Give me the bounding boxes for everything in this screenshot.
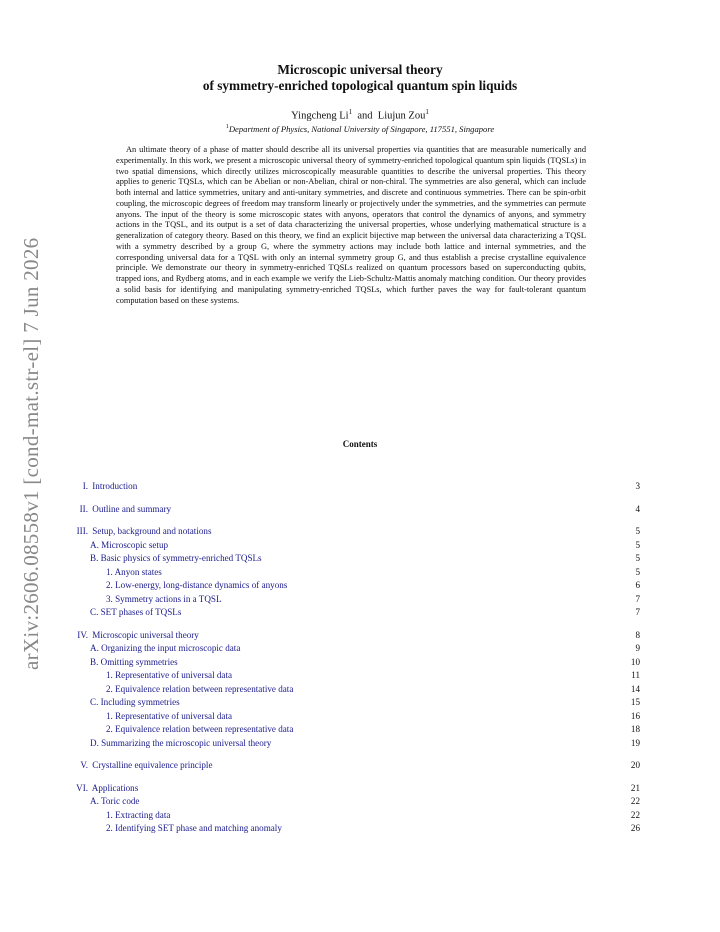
toc-entry[interactable] <box>72 552 640 566</box>
toc-entry-number: 1. <box>106 566 113 577</box>
toc-entry-title: Omitting symmetries <box>100 656 178 667</box>
toc-entry[interactable] <box>72 795 640 809</box>
toc-entry[interactable] <box>72 525 640 539</box>
toc-entry-title: Microscopic universal theory <box>92 629 199 640</box>
toc-entry-title: Setup, background and notations <box>92 526 212 536</box>
toc-entry-page: 10 <box>630 656 640 667</box>
toc-entry-label <box>72 710 232 724</box>
toc-entry[interactable] <box>72 656 640 670</box>
toc-entry-number: 1. <box>106 670 113 680</box>
toc-entry-title: Anyon states <box>114 566 162 577</box>
toc-entry-page: 5 <box>635 539 640 550</box>
toc-entry-label <box>72 669 232 683</box>
toc-entry-page: 18 <box>630 724 640 734</box>
toc-entry-number: B. <box>90 656 99 667</box>
toc-entry-page: 19 <box>630 737 640 748</box>
toc-entry[interactable] <box>72 566 640 580</box>
contents-heading: Contents <box>342 439 378 449</box>
toc-entry-number: A. <box>90 643 99 653</box>
toc-entry-label <box>72 822 282 836</box>
toc-entry-number: C. <box>90 697 99 707</box>
toc-entry-title: Symmetry actions in a TQSL <box>115 593 222 604</box>
toc-entry-label <box>72 795 139 809</box>
toc-entry-label <box>72 683 293 697</box>
toc-entry-label <box>72 525 212 539</box>
toc-entry-title: Outline and summary <box>92 503 172 514</box>
toc-entry-page: 6 <box>635 580 640 590</box>
toc-entry[interactable] <box>72 539 640 553</box>
toc-entry[interactable] <box>72 593 640 607</box>
toc-entry-label <box>72 539 168 553</box>
toc-entry-number: A. <box>90 539 99 550</box>
toc-entry-title: Applications <box>91 782 139 793</box>
toc-entry-label <box>72 552 262 566</box>
toc-entry-title: Crystalline equivalence principle <box>92 760 213 770</box>
toc-entry-label <box>72 642 240 656</box>
arxiv-stamp-text: arXiv:2606.08558v1 [cond-mat.str-el] 7 Jun 2026 <box>19 237 43 670</box>
affiliation <box>0 124 720 134</box>
toc-entry-label <box>72 809 170 823</box>
toc-entry-page: 5 <box>635 553 640 563</box>
toc-entry-page: 14 <box>630 683 640 694</box>
affiliation-text: Department of Physics, National University of Singapore, 117551, Singapore <box>228 124 495 134</box>
toc-entry[interactable] <box>72 710 640 724</box>
toc-entry[interactable] <box>72 503 640 517</box>
table-of-contents <box>72 480 640 845</box>
toc-entry-page: 7 <box>635 593 640 604</box>
toc-entry-number: B. <box>90 553 99 563</box>
toc-entry-number: D. <box>90 737 99 748</box>
toc-entry[interactable] <box>72 642 640 656</box>
arxiv-identifier-stamp <box>8 230 48 670</box>
toc-section <box>72 525 640 620</box>
toc-entry-page: 5 <box>635 566 640 577</box>
toc-section <box>72 782 640 836</box>
toc-entry-title: Basic physics of symmetry-enriched TQSLs <box>100 553 262 563</box>
toc-entry-label <box>72 579 287 593</box>
toc-entry[interactable] <box>72 759 640 773</box>
toc-entry-title: Organizing the input microscopic data <box>101 643 241 653</box>
toc-entry[interactable] <box>72 606 640 620</box>
toc-entry-label <box>72 593 222 607</box>
toc-entry-title: Identifying SET phase and matching anomaly <box>115 823 282 833</box>
paper-title-line2: of symmetry-enriched topological quantum spin liquids <box>202 78 518 93</box>
toc-entry-title: Summarizing the microscopic universal theory <box>101 737 272 748</box>
toc-entry-number: IV. <box>77 629 88 640</box>
toc-entry[interactable] <box>72 683 640 697</box>
toc-section <box>72 480 640 494</box>
toc-entry-label <box>72 656 178 670</box>
toc-entry-page: 4 <box>635 503 640 514</box>
toc-entry[interactable] <box>72 723 640 737</box>
toc-entry-title: Equivalence relation between representative data <box>115 683 294 694</box>
toc-entry-page: 20 <box>630 760 640 770</box>
toc-entry-title: Introduction <box>92 481 138 491</box>
toc-entry[interactable] <box>72 809 640 823</box>
toc-entry-title: Toric code <box>100 796 140 806</box>
toc-entry-title: Representative of universal data <box>115 710 233 721</box>
toc-entry-number: V. <box>80 760 88 770</box>
toc-entry-title: Including symmetries <box>100 697 180 707</box>
toc-entry-label <box>72 480 137 494</box>
toc-entry-page: 16 <box>630 710 640 721</box>
author-affil-mark: 1 <box>348 108 353 116</box>
toc-entry[interactable] <box>72 480 640 494</box>
toc-entry-label <box>72 723 293 737</box>
toc-entry[interactable] <box>72 782 640 796</box>
toc-entry-label <box>72 606 181 620</box>
toc-entry[interactable] <box>72 579 640 593</box>
toc-entry-number: 2. <box>106 823 113 833</box>
toc-entry-page: 5 <box>635 526 640 536</box>
toc-entry-page: 21 <box>630 782 640 793</box>
toc-entry-label <box>72 566 162 580</box>
toc-entry-number: 3. <box>106 593 113 604</box>
toc-entry[interactable] <box>72 629 640 643</box>
toc-entry-page: 3 <box>635 481 640 491</box>
toc-section <box>72 629 640 751</box>
toc-entry-label <box>72 782 138 796</box>
toc-entry-number: III. <box>76 526 88 536</box>
toc-entry-page: 22 <box>630 796 640 806</box>
toc-entry[interactable] <box>72 696 640 710</box>
toc-entry-number: VI. <box>76 782 88 793</box>
toc-entry[interactable] <box>72 737 640 751</box>
toc-entry-number: 2. <box>106 580 113 590</box>
affiliation-mark: 1 <box>225 124 229 131</box>
toc-entry-page: 15 <box>630 697 640 707</box>
paper-title-line1: Microscopic universal theory <box>277 62 443 77</box>
toc-entry-title: Extracting data <box>115 809 171 820</box>
author-affil-mark: 1 <box>425 108 429 116</box>
abstract-text: An ultimate theory of a phase of matter should describe all its universal properties via quantities that are measurable numerically and experimentally. In this work, we present a microscopic universal theory of symmetry-enriched topological quantum spin liquids (TQSLs) in two spatial dimensions, which directly utilizes microscopically measurable quantities to describe the universal properties. This theory applies to generic TQSLs, which can be Abelian or non-Abelian, chiral or non-chiral. The symmetries are also general, which can include both internal and lattice symmetries, unitary and anti-unitary symmetries, and discrete and continuous symmetries. There can be spin-orbit coupling, the microscopic degrees of freedom may transform linearly or projectively under the symmetries, and the symmetries can permute anyons. The input of the theory is some microscopic states with anyons, operators that control the dynamics of anyons, and symmetry actions in the TQSL, and its output is a set of data characterizing the universal properties, whose underlying mathematical structure is a generalization of category theory. Based on this theory, we find an explicit bijective map between the universal data characterizing a TQSL with a symmetry described by a group G, where the symmetry actions may include both lattice and internal symmetries, and the corresponding universal data for a TQSL with only an internal symmetry group G, and thus establish a precise crystalline equivalence principle. We demonstrate our theory in symmetry-enriched TQSLs realized on quantum processors based on superconducting qubits, trapped ions, and Rydberg atoms, and in each example we verify the Lieb-Schultz-Mattis anomaly matching condition. Our theory provides a solid basis for identifying and manipulating symmetry-enriched TQSLs, which further paves the way for fault-tolerant quantum computation based on these systems. <box>116 145 586 305</box>
toc-entry-page: 11 <box>631 670 640 680</box>
author-name: Liujun Zou <box>377 110 426 122</box>
authors <box>0 108 720 122</box>
toc-entry-title: Microscopic setup <box>101 539 169 550</box>
toc-entry-title: Equivalence relation between representative data <box>115 724 294 734</box>
toc-entry-number: 1. <box>106 809 113 820</box>
toc-entry-label <box>72 696 180 710</box>
toc-entry-page: 7 <box>635 607 640 617</box>
toc-entry-number: 2. <box>106 683 113 694</box>
toc-entry-number: I. <box>82 481 88 491</box>
toc-entry-page: 9 <box>635 643 640 653</box>
toc-entry-page: 26 <box>630 823 640 833</box>
toc-entry-title: Low-energy, long-distance dynamics of anyons <box>115 580 288 590</box>
toc-section <box>72 503 640 517</box>
toc-entry-label <box>72 503 171 517</box>
author-name: Yingcheng Li <box>291 110 349 122</box>
toc-section <box>72 759 640 773</box>
toc-entry-page: 22 <box>630 809 640 820</box>
toc-entry-number: 1. <box>106 710 113 721</box>
abstract <box>116 145 586 306</box>
toc-entry-title: Representative of universal data <box>115 670 233 680</box>
toc-entry-page: 8 <box>635 629 640 640</box>
toc-entry-number: 2. <box>106 724 113 734</box>
author-conjunction: and <box>357 110 373 122</box>
toc-entry-number: II. <box>79 503 88 514</box>
toc-entry-label <box>72 629 199 643</box>
toc-entry-label <box>72 737 271 751</box>
toc-entry-label <box>72 759 212 773</box>
toc-entry-number: C. <box>90 607 99 617</box>
toc-entry[interactable] <box>72 669 640 683</box>
toc-entry-title: SET phases of TQSLs <box>100 607 182 617</box>
toc-entry[interactable] <box>72 822 640 836</box>
toc-entry-number: A. <box>90 796 99 806</box>
